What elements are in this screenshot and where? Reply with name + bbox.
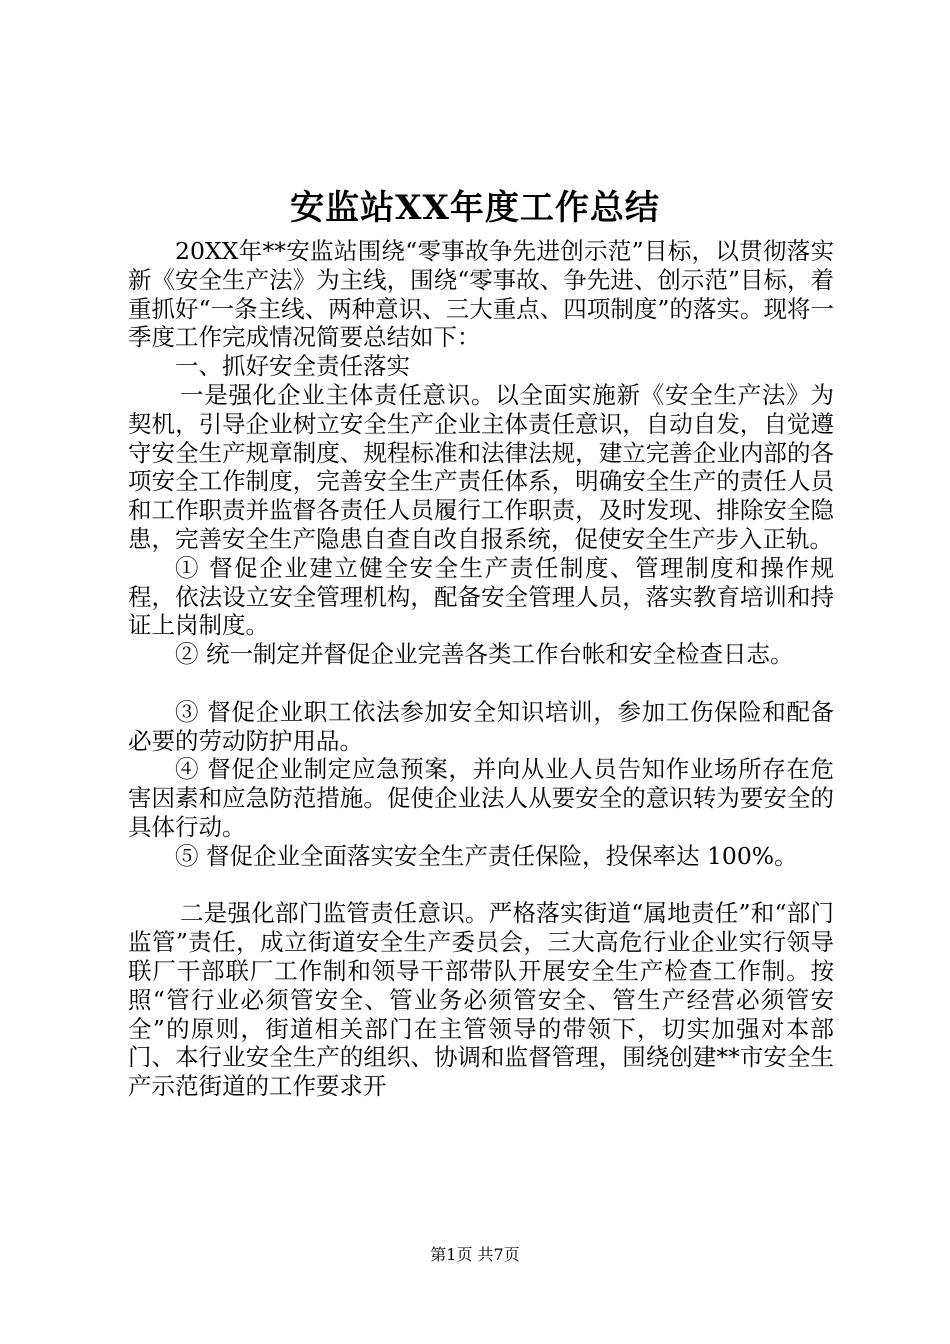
enterprise-responsibility-paragraph: 一是强化企业主体责任意识。以全面实施新《安全生产法》为契机，引导企业树立安全生产企业主体责任意识，自动自发，自觉遵守安全生产规章制度、规程标准和法律法规，建立完善企业内部的各项安全工作制度，完善安全生产责任体系，明确安全生产的责任人员和工作职责并监督各责任人员履行工作职责，及时发现、排除安全隐患，完善安全生产隐患自查自改自报系统，促使安全生产步入正轨。	[128, 380, 834, 553]
document-title: 安监站XX年度工作总结	[290, 188, 660, 228]
blank-line	[128, 669, 834, 698]
blank-line	[128, 871, 834, 900]
item-2-paragraph: ② 统一制定并督促企业完善各类工作台帐和安全检查日志。	[175, 640, 794, 669]
section-heading-1: 一、抓好安全责任落实	[175, 352, 410, 381]
page-footer: 第1页 共7页	[430, 1245, 520, 1264]
item-3-paragraph: ③ 督促企业职工依法参加安全知识培训，参加工伤保险和配备必要的劳动防护用品。	[128, 697, 834, 755]
item-4-paragraph: ④ 督促企业制定应急预案，并向从业人员告知作业场所存在危害因素和应急防范措施。促使企业法人从要安全的意识转为要安全的具体行动。	[128, 755, 834, 841]
item-5-paragraph: ⑤ 督促企业全面落实安全生产责任保险，投保率达 100%。	[175, 841, 798, 870]
intro-paragraph: 20XX年**安监站围绕“零事故争先进创示范”目标，以贯彻落实新《安全生产法》为主线，围绕“零事故、争先进、创示范”目标，着重抓好“一条主线、两种意识、三大重点、四项制度”的落实。现将一季度工作完成情况简要总结如下：	[128, 237, 834, 352]
department-responsibility-paragraph: 二是强化部门监管责任意识。严格落实街道“属地责任”和“部门监管”责任，成立街道安全生产委员会，三大高危行业企业实行领导联厂干部联厂工作制和领导干部带队开展安全生产检查工作制。按照“管行业必须管安全、管业务必须管安全、管生产经营必须管安全”的原则，街道相关部门在主管领导的带领下，切实加强对本部门、本行业安全生产的组织、协调和监督管理，围绕创建**市安全生产示范街道的工作要求开	[128, 899, 834, 1101]
item-1-paragraph: ① 督促企业建立健全安全生产责任制度、管理制度和操作规程，依法设立安全管理机构，配备安全管理人员，落实教育培训和持证上岗制度。	[128, 553, 834, 640]
document-body	[128, 237, 834, 1101]
